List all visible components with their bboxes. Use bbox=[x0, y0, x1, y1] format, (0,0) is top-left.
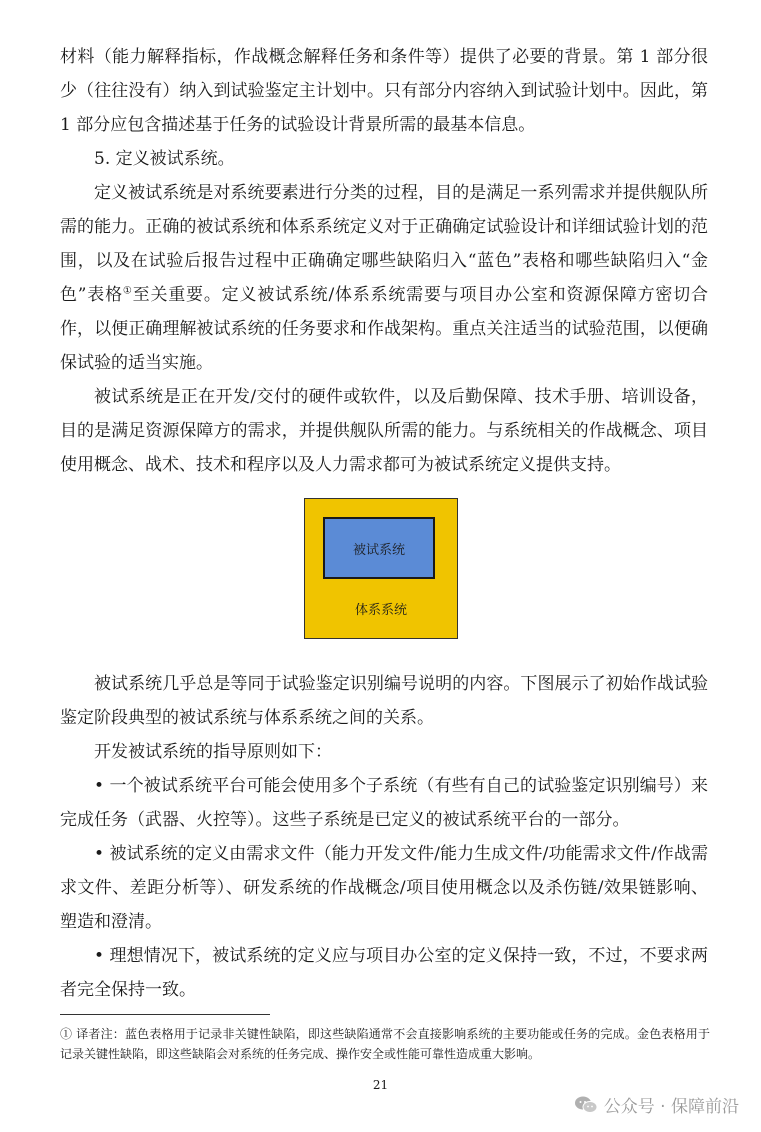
paragraph-define-sut-part2: 至关重要。定义被试系统/体系系统需要与项目办公室和资源保障方密切合作，以便正确理解被试系统的任务要求和作战架构。重点关注适当的试验范围，以便确保试验的适当实施。 bbox=[60, 285, 708, 373]
paragraph-guidelines-intro: 开发被试系统的指导原则如下： bbox=[94, 742, 332, 762]
sut-box-label: 被试系统 bbox=[352, 542, 405, 558]
sut-box bbox=[323, 517, 435, 579]
bullet-item-consistency: • 理想情况下，被试系统的定义应与项目办公室的定义保持一致，不过，不要求两者完全保持一致。 bbox=[60, 946, 708, 1000]
paragraph-sut-description: 被试系统是正在开发/交付的硬件或软件，以及后勤保障、技术手册、培训设备，目的是满足资源保障方的需求，并提供舰队所需的能力。与系统相关的作战概念、项目使用概念、战术、技术和程序以及人力需求都可为被试系统定义提供支持。 bbox=[60, 387, 708, 475]
watermark-text: 公众号 · 保障前沿 bbox=[603, 1097, 739, 1117]
paragraph-define-sut bbox=[60, 176, 708, 380]
footnote-divider bbox=[60, 1014, 270, 1015]
footnote: ① 译者注：蓝色表格用于记录非关键性缺陷，即这些缺陷通常不会直接影响系统的主要功能或任务的完成。金色表格用于记录关键性缺陷，即这些缺陷会对系统的任务完成、操作安全或性能可靠性造成重大影响。 bbox=[60, 1027, 710, 1061]
sut-sos-diagram bbox=[304, 498, 458, 639]
bullet-item-requirements: • 被试系统的定义由需求文件（能力开发文件/能力生成文件/功能需求文件/作战需求文件、差距分析等）、研发系统的作战概念/项目使用概念以及杀伤链/效果链影响、塑造和澄清。 bbox=[60, 844, 708, 932]
sos-box-label: 体系系统 bbox=[354, 603, 407, 618]
watermark bbox=[574, 1092, 739, 1117]
page-number: 21 bbox=[372, 1078, 389, 1092]
wechat-icon bbox=[574, 1095, 598, 1115]
paragraph-intro: 材料（能力解释指标，作战概念解释任务和条件等）提供了必要的背景。第 1 部分很少（往往没有）纳入到试验鉴定主计划中。只有部分内容纳入到试验计划中。因此，第 1 部分应包含描述基于任务的试验设计背景所需的最基本信息。 bbox=[60, 47, 708, 135]
bullet-item-subsystems: • 一个被试系统平台可能会使用多个子系统（有些有自己的试验鉴定识别编号）来完成任务（武器、火控等）。这些子系统是已定义的被试系统平台的一部分。 bbox=[60, 776, 708, 830]
paragraph-sut-equivalence: 被试系统几乎总是等同于试验鉴定识别编号说明的内容。下图展示了初始作战试验鉴定阶段典型的被试系统与体系系统之间的关系。 bbox=[60, 674, 708, 728]
footnote-marker: ① bbox=[122, 285, 133, 297]
paragraph-define-sut-part1: 定义被试系统是对系统要素进行分类的过程，目的是满足一系列需求并提供舰队所需的能力。正确的被试系统和体系系统定义对于正确确定试验设计和详细试验计划的范围，以及在试验后报告过程中正确确定哪些缺陷归入“蓝色”表格和哪些缺陷归入“金色”表格 bbox=[60, 183, 708, 305]
section-heading-5: 5. 定义被试系统。 bbox=[94, 149, 235, 169]
